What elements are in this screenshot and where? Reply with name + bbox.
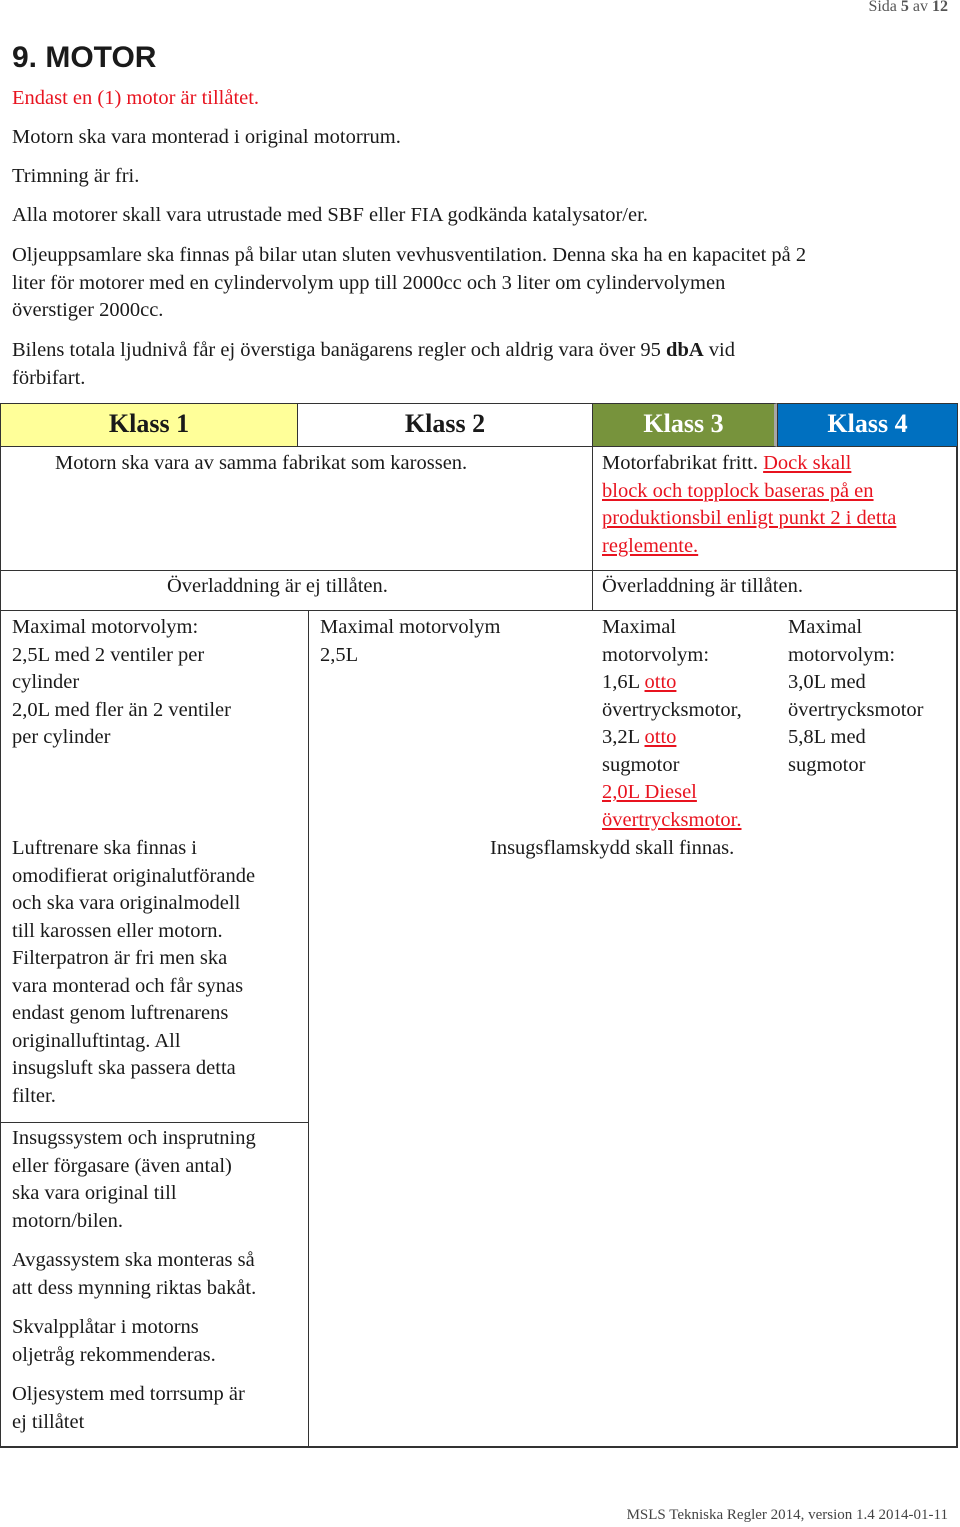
intro-p6: [12, 337, 947, 392]
dry-sump-line: Oljesystem med torrsump är: [12, 1383, 245, 1405]
klass1-volume-line: cylinder: [12, 671, 80, 693]
intro-p4: Alla motorer skall vara utrustade med SBF eller FIA godkända katalysator/er.: [12, 204, 648, 226]
intake-line: motorn/bilen.: [12, 1209, 124, 1232]
dry-sump-line: ej tillåtet: [12, 1410, 85, 1433]
klass1-volume-line: 2,5L med 2 ventiler per: [12, 643, 205, 666]
air-filter-line: till karossen eller motorn.: [12, 919, 223, 942]
engine-make-free: [602, 450, 954, 560]
table-border-right: [956, 447, 958, 1448]
baffle-line: oljetråg rekommenderas.: [12, 1343, 216, 1366]
klass4-volume-line: Maximal: [788, 616, 863, 638]
air-filter-rule: [12, 835, 255, 1110]
klass4-volume-line: övertrycksmotor: [788, 698, 924, 721]
klass3-volume-line: Maximal: [602, 616, 677, 638]
exhaust-line: Avgassystem ska monteras så: [12, 1249, 255, 1271]
air-filter-line: endast genom luftrenarens: [12, 1002, 229, 1024]
klass3-volume-line: sugmotor: [602, 753, 680, 776]
col-divider: [308, 610, 309, 1446]
air-filter-line: och ska vara originalmodell: [12, 892, 241, 914]
header-klass1: Klass 1: [0, 403, 298, 447]
klass3-volume: [602, 614, 742, 834]
exhaust-line: att dess mynning riktas bakåt.: [12, 1276, 257, 1299]
header-klass2: Klass 2: [297, 403, 593, 447]
intake-line: Insugssystem och insprutning: [12, 1127, 256, 1149]
klass3-volume-note: övertrycksmotor.: [602, 808, 742, 831]
engine-make-text: Motorfabrikat fritt.: [602, 452, 764, 474]
intro-p3: Trimning är fri.: [12, 165, 140, 187]
supercharging-allowed: Överladdning är tillåten.: [602, 575, 803, 597]
klass4-volume-line: motorvolym:: [788, 643, 896, 666]
intro-p5-line: liter för motorer med en cylindervolym upp till 2000cc och 3 liter om cylindervolymen: [12, 271, 726, 294]
flame-arrester-rule: Insugsflamskydd skall finnas.: [490, 837, 735, 859]
klass4-volume-line: sugmotor: [788, 753, 866, 776]
intro-p1: Endast en (1) motor är tillåtet.: [12, 87, 260, 109]
section-heading: 9. MOTOR: [12, 41, 157, 74]
klass2-volume-line: Maximal motorvolym: [320, 616, 501, 638]
engine-make-note: produktionsbil enligt punkt 2 i detta: [602, 507, 897, 529]
row-divider: [0, 610, 958, 611]
intake-line: ska vara original till: [12, 1182, 177, 1204]
engine-make-note: block och topplock baseras på en: [602, 479, 874, 502]
baffle-rule: [12, 1314, 216, 1369]
intake-rule: [12, 1125, 256, 1235]
klass3-volume-note: otto: [644, 671, 677, 693]
klass3-volume-text: 1,6L: [602, 671, 645, 693]
engine-make-note: reglemente.: [602, 534, 699, 557]
intro-p5: [12, 242, 947, 325]
intro-p6-unit: dbA: [666, 339, 704, 361]
row-divider: [0, 570, 958, 571]
class-table: [0, 403, 958, 1448]
air-filter-line: originalluftintag. All: [12, 1029, 181, 1052]
intro-p6-line: förbifart.: [12, 366, 86, 389]
klass3-volume-note: 2,0L Diesel: [602, 781, 697, 803]
klass2-volume-line: 2,5L: [320, 643, 359, 666]
air-filter-line: Filterpatron är fri men ska: [12, 947, 228, 969]
air-filter-line: filter.: [12, 1084, 56, 1107]
exhaust-rule: [12, 1247, 256, 1302]
klass3-volume-note: otto: [644, 726, 677, 748]
air-filter-line: insugsluft ska passera detta: [12, 1057, 236, 1079]
klass4-volume-line: 5,8L med: [788, 726, 866, 748]
air-filter-line: vara monterad och får synas: [12, 974, 244, 997]
klass1-volume: [12, 614, 231, 752]
row-divider: [0, 1122, 309, 1123]
engine-make-note: Dock skall: [763, 452, 852, 474]
klass3-volume-text: 3,2L: [602, 726, 645, 748]
header-klass3: Klass 3: [592, 403, 778, 447]
klass2-volume: [320, 614, 501, 669]
same-make-text: Motorn ska vara av samma fabrikat som karossen.: [55, 452, 468, 474]
intro-p2: Motorn ska vara monterad i original motorrum.: [12, 126, 401, 148]
table-border-bottom: [0, 1446, 958, 1448]
intro-p5-line: överstiger 2000cc.: [12, 299, 164, 321]
air-filter-line: omodifierat originalutförande: [12, 864, 256, 887]
baffle-line: Skvalpplåtar i motorns: [12, 1316, 199, 1338]
header-klass4: Klass 4: [777, 403, 958, 447]
intake-line: eller förgasare (även antal): [12, 1154, 232, 1177]
table-border-left: [0, 447, 1, 1448]
klass1-volume-line: Maximal motorvolym:: [12, 616, 199, 638]
klass3-volume-line: motorvolym:: [602, 643, 710, 666]
dry-sump-rule: [12, 1381, 245, 1436]
klass4-volume: [788, 614, 924, 779]
klass1-volume-line: 2,0L med fler än 2 ventiler: [12, 698, 231, 721]
page-number: Sida 5 av 12: [868, 0, 948, 15]
klass1-volume-line: per cylinder: [12, 726, 111, 748]
klass3-volume-line: övertrycksmotor,: [602, 698, 742, 721]
no-supercharging: Överladdning är ej tillåten.: [167, 575, 388, 597]
air-filter-line: Luftrenare ska finnas i: [12, 837, 197, 859]
intro-p6-text: vid: [703, 339, 735, 361]
intro-p6-text: Bilens totala ljudnivå får ej överstiga banägarens regler och aldrig vara över 95: [12, 339, 667, 361]
col-divider: [592, 447, 593, 611]
klass4-volume-line: 3,0L med: [788, 671, 866, 693]
page-footer: MSLS Tekniska Regler 2014, version 1.4 2014-01-11: [626, 1507, 948, 1523]
intro-p5-line: Oljeuppsamlare ska finnas på bilar utan sluten vevhusventilation. Denna ska ha en kapacitet på 2: [12, 244, 807, 266]
